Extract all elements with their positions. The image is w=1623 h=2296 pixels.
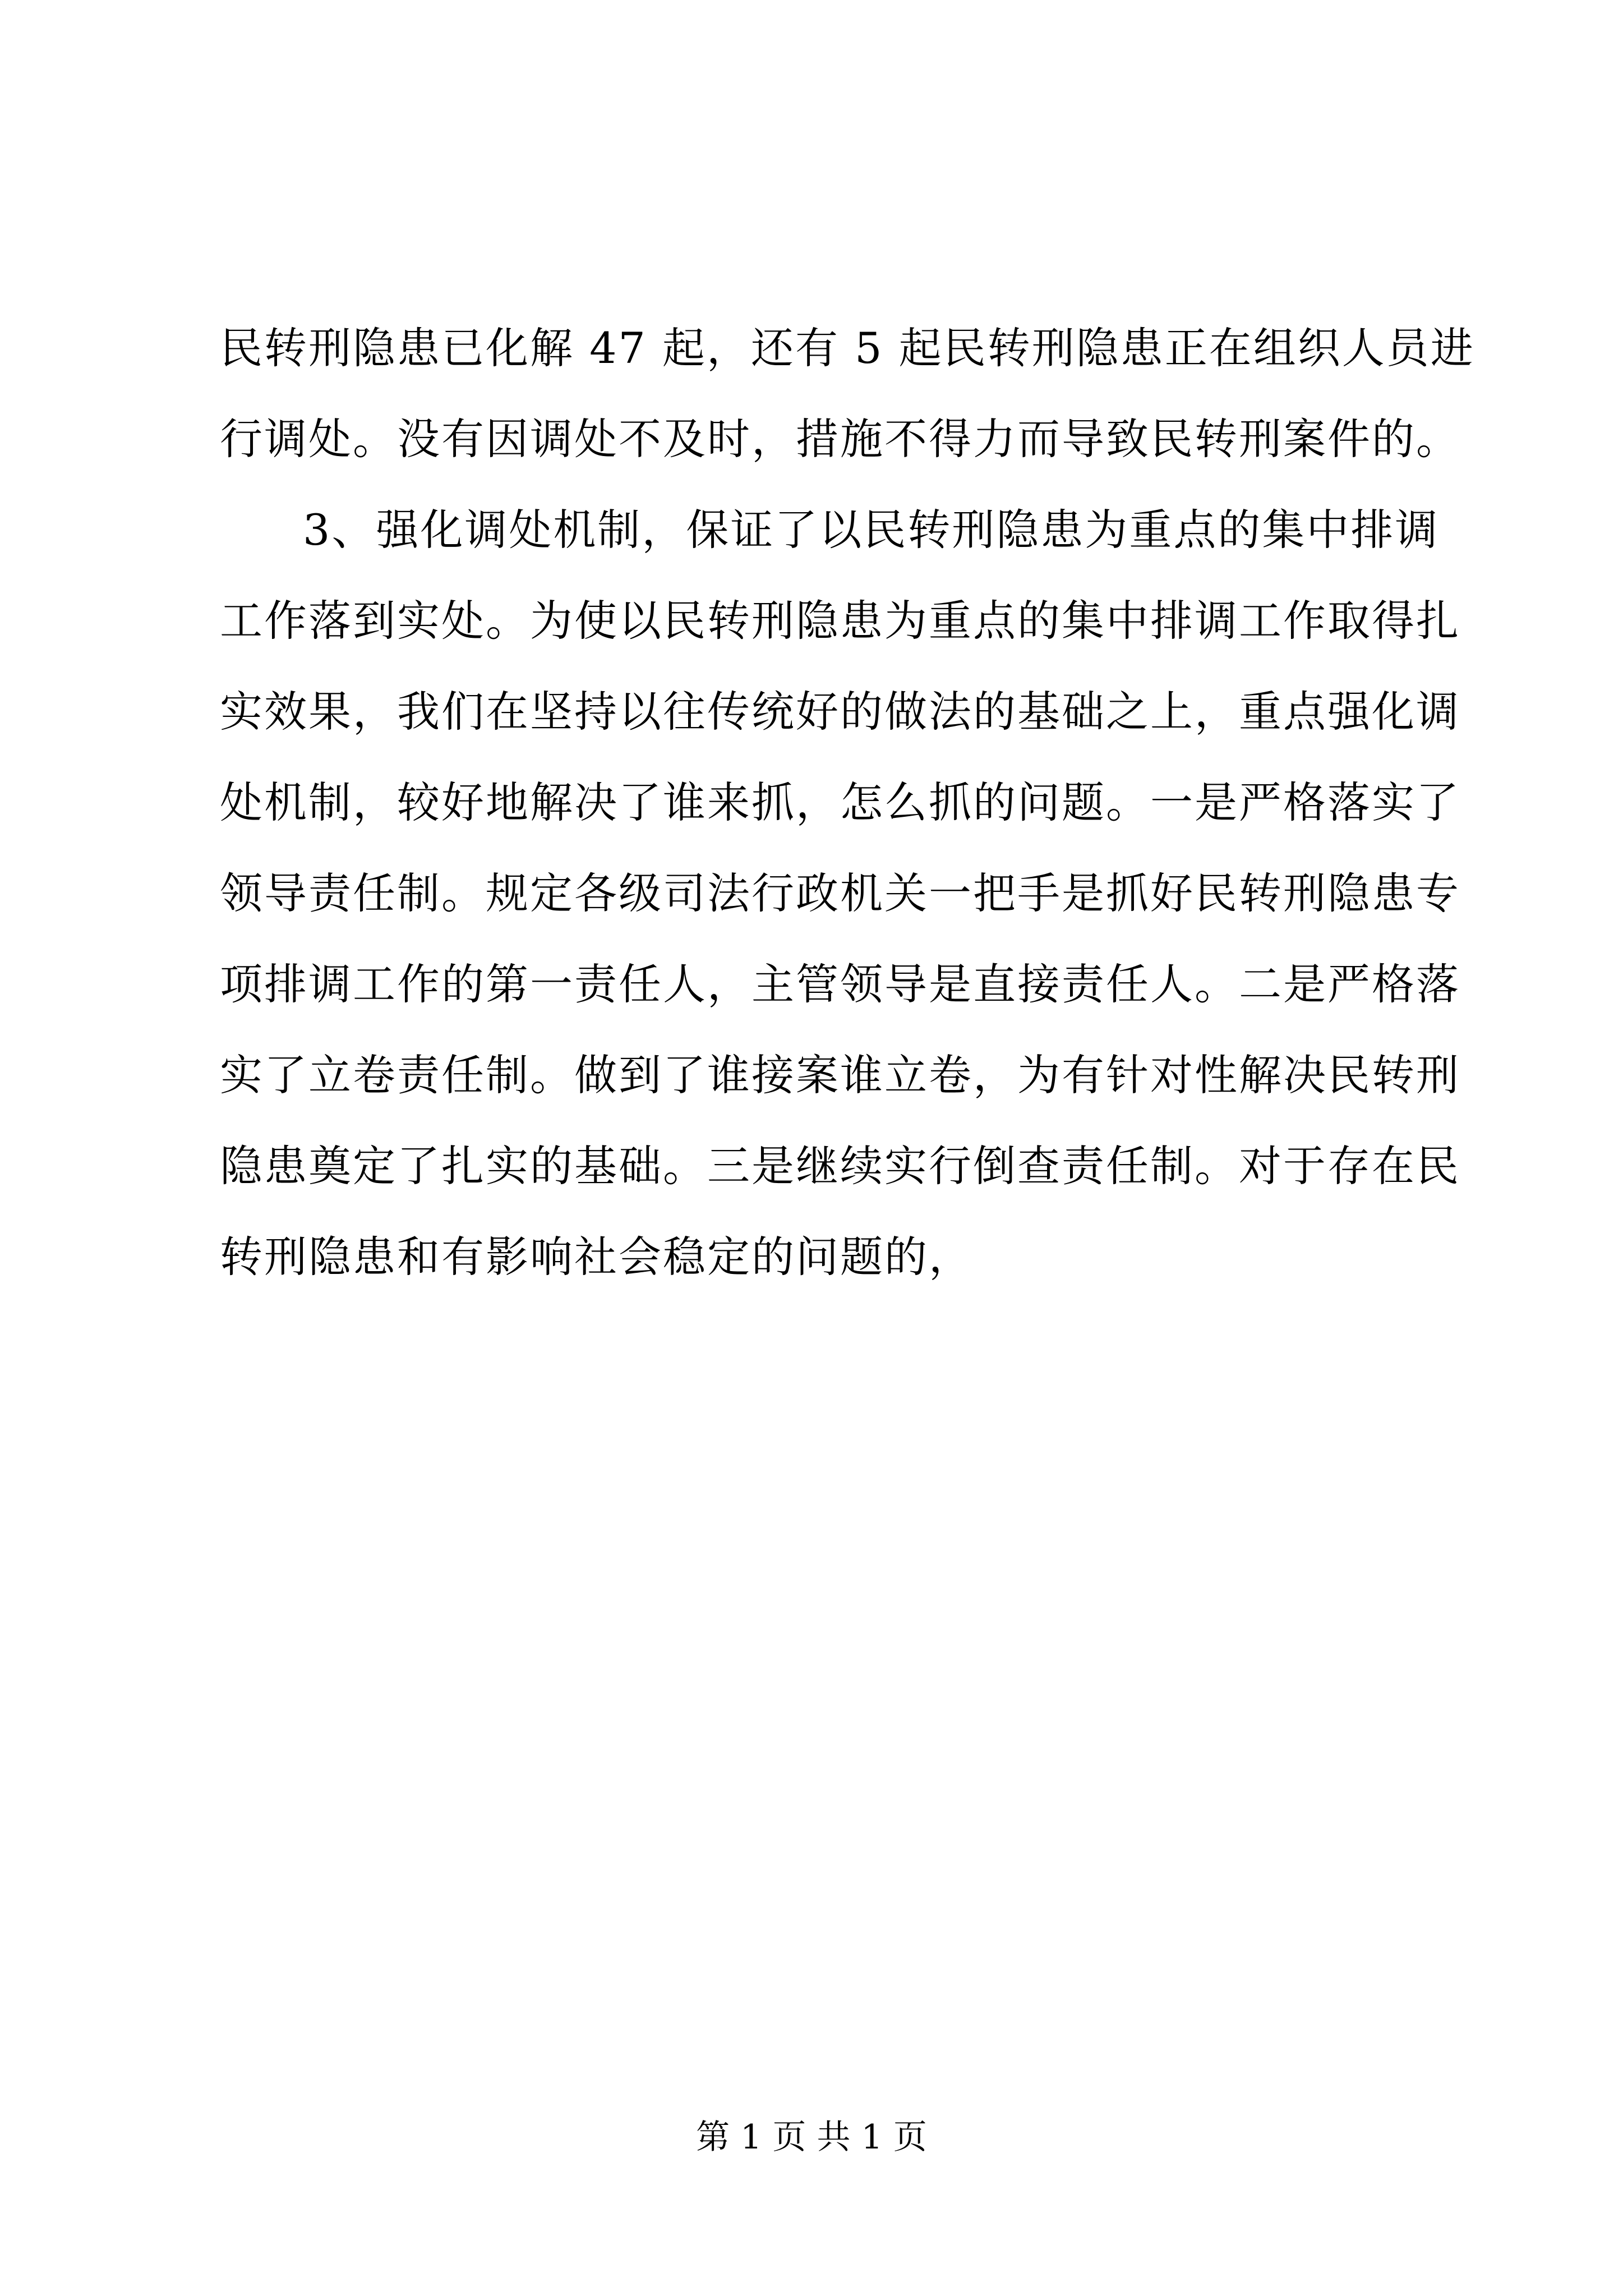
text-line: 转刑隐患和有影响社会稳定的问题的， [220,1232,973,1282]
text-line: 项排调工作的第一责任人，主管领导是直接责任人。二是严格落 [220,959,1460,1009]
text-line: 3、强化调处机制，保证了以民转刑隐患为重点的集中排调 [303,505,1440,555]
text-line: 行调处。没有因调处不及时，措施不得力而导致民转刑案件的。 [220,414,1460,464]
text-line: 民转刑隐患已化解 47 起，还有 5 起民转刑隐患正在组织人员进 [220,323,1475,373]
page-footer: 第 1 页 共 1 页 [696,2118,927,2157]
text-line: 实效果，我们在坚持以往传统好的做法的基础之上，重点强化调 [220,687,1460,737]
text-line: 工作落到实处。为使以民转刑隐患为重点的集中排调工作取得扎 [220,596,1460,646]
text-line: 处机制，较好地解决了谁来抓，怎么抓的问题。一是严格落实了 [220,777,1460,827]
text-line: 领导责任制。规定各级司法行政机关一把手是抓好民转刑隐患专 [220,868,1460,918]
text-line: 实了立卷责任制。做到了谁接案谁立卷，为有针对性解决民转刑 [220,1050,1460,1100]
text-line: 隐患奠定了扎实的基础。三是继续实行倒查责任制。对于存在民 [220,1141,1460,1191]
body-text [220,303,1475,1303]
